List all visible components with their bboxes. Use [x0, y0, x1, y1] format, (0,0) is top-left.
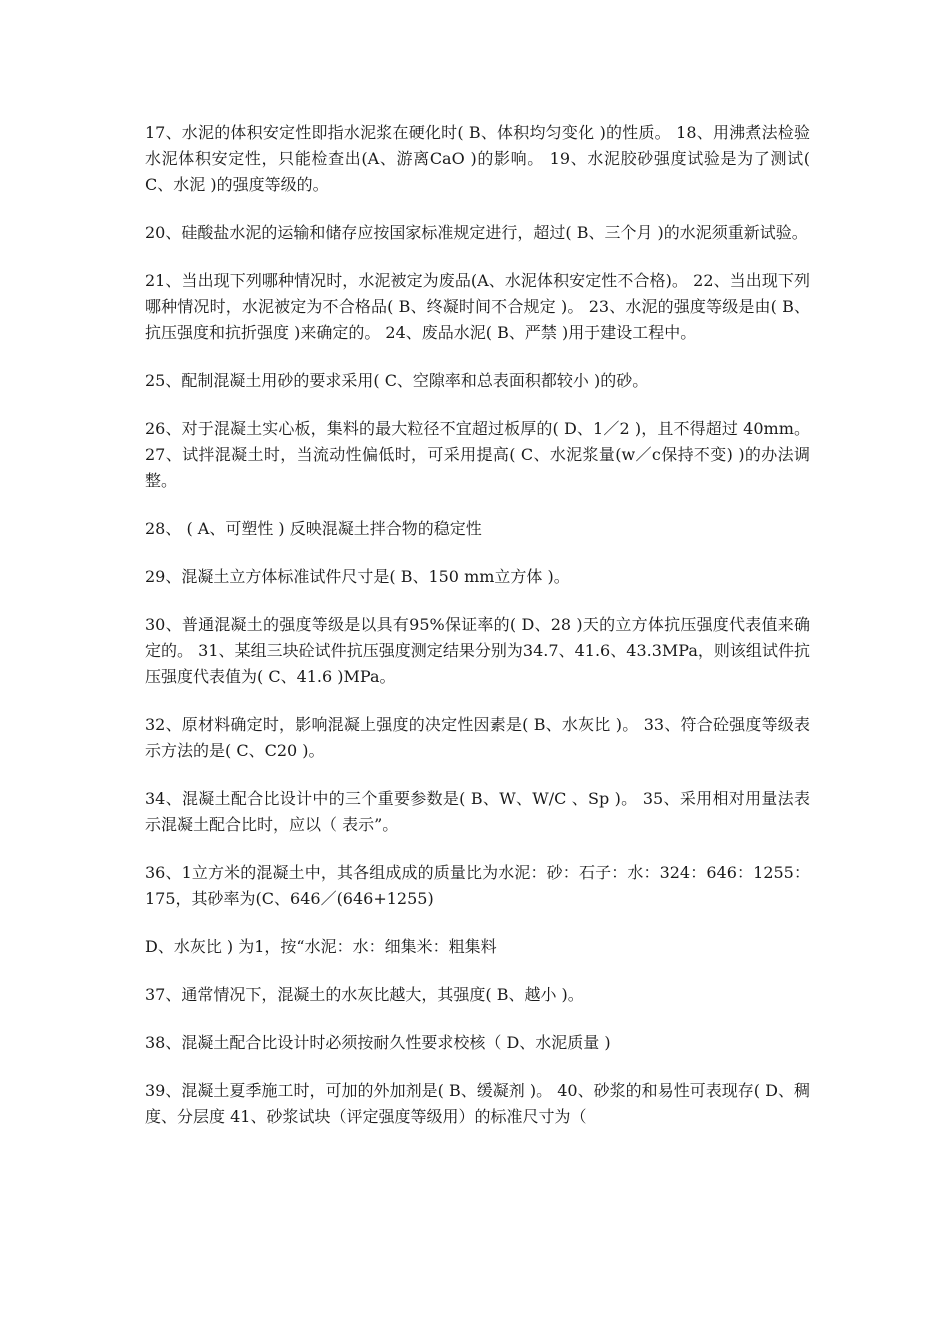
paragraph-34-35: 34、混凝土配合比设计中的三个重要参数是( B、W、W/C 、Sp )。 35、采用相对用量法表示混凝土配合比时，应以（ 表示”。	[145, 789, 810, 834]
paragraph-21-24: 21、当出现下列哪种情况时，水泥被定为废品(A、水泥体积安定性不合格)。 22、当出现下列哪种情况时，水泥被定为不合格品( B、终凝时间不合规定 )。 23、水泥的强度等级是由( B、抗压强度和抗折强度 )来确定的。 24、废品水泥( B、严禁 )用于建设工程中。	[145, 271, 810, 342]
document-body	[145, 120, 810, 1152]
paragraph-29: 29、混凝土立方体标准试件尺寸是( B、150 mm立方体 )。	[145, 567, 570, 586]
paragraph-37: 37、通常情况下，混凝土的水灰比越大，其强度( B、越小 )。	[145, 985, 584, 1004]
paragraph-26-27: 26、对于混凝土实心板，集料的最大粒径不宜超过板厚的( D、1／2 )，且不得超过 40mm。 27、试拌混凝土时，当流动性偏低时，可采用提高( C、水泥浆量(w／c保持不变) )的办法调整。	[145, 419, 810, 490]
paragraph-36: 36、1立方米的混凝土中，其各组成成的质量比为水泥：砂：石子：水：324：646：1255：175，其砂率为(C、646／(646+1255)	[145, 863, 810, 908]
paragraph-32-33: 32、原材料确定时，影响混凝上强度的决定性因素是( B、水灰比 )。 33、符合砼强度等级表示方法的是( C、C20 )。	[145, 715, 810, 760]
paragraph-39-41: 39、混凝土夏季施工时，可加的外加剂是( B、缓凝剂 )。 40、砂浆的和易性可表现存( D、稠度、分层度 41、砂浆试块（评定强度等级用）的标准尺寸为（	[145, 1081, 810, 1126]
paragraph-38: 38、混凝土配合比设计时必须按耐久性要求校核（ D、水泥质量 )	[145, 1033, 611, 1052]
paragraph-25: 25、配制混凝土用砂的要求采用( C、空隙率和总表面积都较小 )的砂。	[145, 371, 649, 390]
paragraph-20: 20、硅酸盐水泥的运输和储存应按国家标准规定进行，超过( B、三个月 )的水泥须重新试验。	[145, 223, 808, 242]
paragraph-28: 28、 ( A、可塑性 ) 反映混凝土拌合物的稳定性	[145, 519, 482, 538]
paragraph-30-31: 30、普通混凝土的强度等级是以具有95%保证率的( D、28 )天的立方体抗压强度代表值来确定的。 31、某组三块砼试件抗压强度测定结果分别为34.7、41.6、43.3MPa，则该组试件抗压强度代表值为( C、41.6 )MPa。	[145, 615, 810, 686]
paragraph-36-continued: D、水灰比 ) 为1，按“水泥：水：细集米：粗集料	[145, 937, 497, 956]
paragraph-17-19: 17、水泥的体积安定性即指水泥浆在硬化时( B、体积均匀变化 )的性质。 18、用沸煮法检验水泥体积安定性，只能检查出(A、游离CaO )的影响。 19、水泥胶砂强度试验是为了测试( C、水泥 )的强度等级的。	[145, 123, 810, 194]
